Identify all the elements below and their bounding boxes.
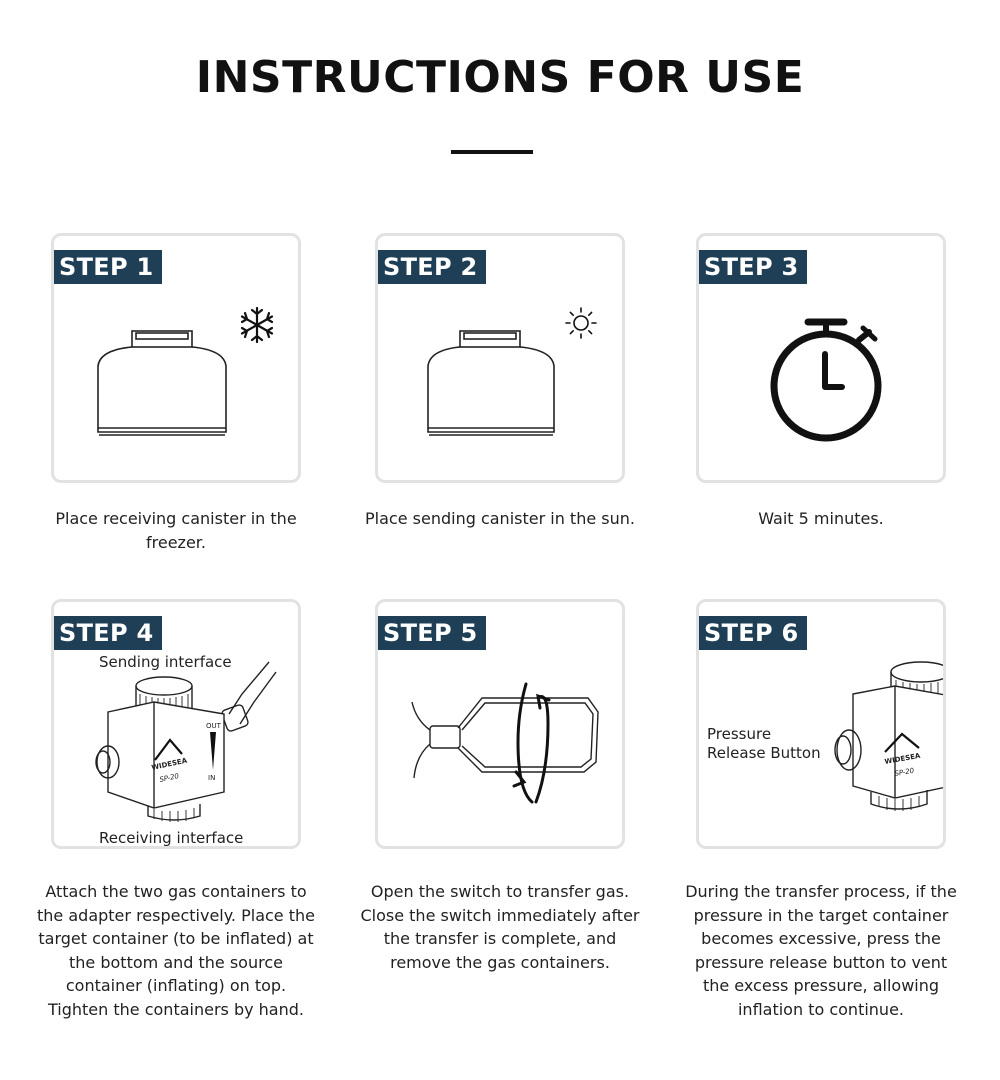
rotate-arrows-icon [514, 684, 549, 802]
sun-icon [564, 306, 598, 340]
step-6-caption: During the transfer process, if the pressure in the target container becomes excessive, press the pressure release button to vent the excess pressure, allowing inflation to continue. [685, 882, 957, 1019]
page-title: INSTRUCTIONS FOR USE [195, 52, 805, 103]
step-badge: STEP 6 [696, 616, 807, 650]
port-in-label: IN [208, 774, 216, 782]
pressure-label-line2: Release Button [707, 744, 821, 762]
receiving-interface-label: Receiving interface [99, 829, 244, 847]
step-1-card [51, 233, 301, 483]
title-underline [451, 150, 533, 154]
step-2-card [375, 233, 625, 483]
step-4-caption: Attach the two gas containers to the adapter respectively. Place the target container (to be inflated) at the bottom and the source container (inflating) on top. Tighten the containers by hand. [37, 882, 315, 1019]
step-3-card [696, 233, 946, 483]
step-5-caption: Open the switch to transfer gas. Close the switch immediately after the transfer is complete, and remove the gas containers. [360, 882, 640, 972]
step-4-card [51, 599, 301, 849]
step-badge: STEP 3 [696, 250, 807, 284]
sending-interface-label: Sending interface [99, 653, 232, 671]
step-6-card [696, 599, 946, 849]
pressure-label-line1: Pressure [707, 725, 772, 743]
step-2-caption: Place sending canister in the sun. [365, 509, 635, 528]
port-out-label: OUT [206, 722, 221, 730]
step-1-caption: Place receiving canister in the freezer. [55, 509, 297, 552]
step-badge: STEP 1 [51, 250, 162, 284]
step-badge: STEP 2 [375, 250, 486, 284]
brand-label: WIDESEA [150, 756, 188, 772]
step-badge: STEP 4 [51, 616, 162, 650]
model-label: SP-20 [158, 772, 180, 784]
snowflake-icon [238, 306, 276, 344]
brand-label: WIDESEA [883, 751, 921, 766]
step-5-card [375, 599, 625, 849]
step-badge: STEP 5 [375, 616, 486, 650]
step-3-caption: Wait 5 minutes. [758, 509, 884, 528]
model-label: SP-20 [893, 766, 915, 778]
